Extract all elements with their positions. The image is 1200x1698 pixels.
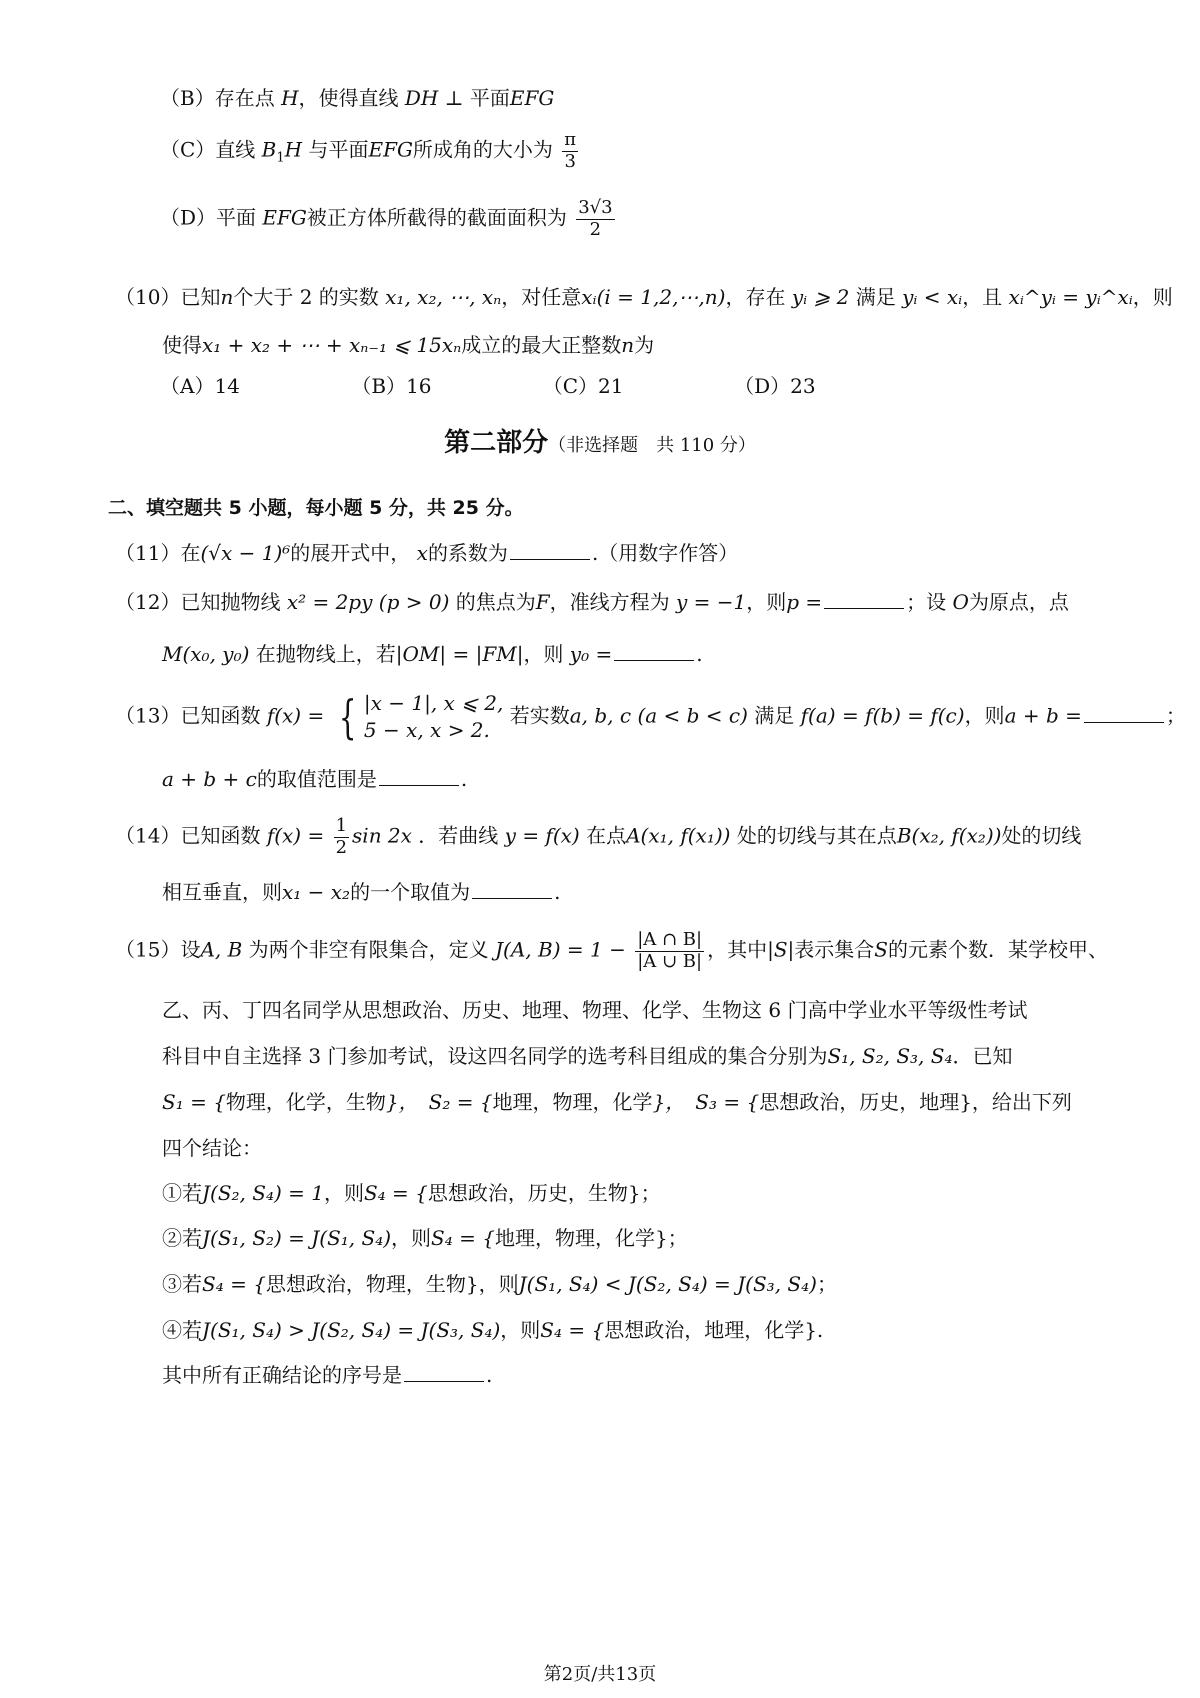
q15-conclusion-2: ②若J(S₁, S₂) = J(S₁, S₄)，则S₄ = {地理，物理，化学}；	[162, 1226, 688, 1250]
q10-line2: 使得x₁ + x₂ + ⋯ + xₙ₋₁ ⩽ 15xₙ成立的最大正整数n为	[162, 333, 655, 357]
q13-line1: （13）已知函数 f(x) = { |x − 1|, x ⩽ 2, 5 − x, x > 2. 若实数a, b, c (a < b < c) 满足 f(a) = f(b) = f(c)，则a + b = ；	[115, 690, 1186, 744]
section2-heading: 二、填空题共 5 小题，每小题 5 分，共 25 分。	[108, 497, 524, 519]
q10-choice-a[interactable]: （A）14	[160, 374, 240, 398]
q15-conclusion-3: ③若S₄ = {思想政治，物理，生物}，则J(S₁, S₄) < J(S₂, S₄) = J(S₃, S₄)；	[162, 1272, 837, 1296]
q14-line1: （14）已知函数 f(x) = $\frac{1}{2}$ sin 2x ．若曲线 y = f(x) 在点A(x₁, f(x₁)) 处的切线与其在点B(x₂, f(x₂))处的切线	[115, 815, 1082, 858]
q10-choices	[160, 374, 919, 398]
q13-answer-blank-range[interactable]	[379, 767, 459, 786]
q12-line2: M(x₀, y₀) 在抛物线上，若|OM| = |FM|，则 y₀ = .	[162, 642, 703, 666]
q12-answer-blank-p[interactable]	[824, 590, 904, 609]
q14-answer-blank[interactable]	[472, 880, 552, 899]
q12-answer-blank-y0[interactable]	[614, 642, 694, 661]
part2-title: 第二部分（非选择题 共 110 分）	[444, 428, 756, 458]
fraction-pi-over-3: $\frac{\pi}{3}$	[564, 129, 577, 172]
q10-choice-d[interactable]: （D）23	[734, 374, 816, 398]
q10-choice-c[interactable]: （C）21	[542, 374, 624, 398]
q9-option-b: （B）存在点 H，使得直线 DH ⊥ 平面EFG	[160, 86, 555, 110]
q15-answer-blank[interactable]	[404, 1363, 484, 1382]
q13-line2: a + b + c的取值范围是 .	[162, 767, 468, 791]
q11: （11）在(√x − 1)⁶的展开式中， x的系数为 .（用数字作答）	[115, 541, 739, 565]
q10-choice-b[interactable]: （B）16	[351, 374, 432, 398]
q10-line1: （10）已知n个大于 2 的实数 x₁, x₂, ⋯, xₙ，对任意xᵢ(i = 1,2,⋯,n)，存在 yᵢ ⩾ 2 满足 yᵢ < xᵢ，且 xᵢ^yᵢ = yᵢ^xᵢ，则	[115, 285, 1173, 309]
q14-line2: 相互垂直，则x₁ − x₂的一个取值为 .	[162, 880, 561, 904]
q13-answer-blank-ab[interactable]	[1084, 704, 1164, 723]
q9-option-d: （D）平面 EFG被正方体所截得的截面面积为 $\frac{3√3}{2}$	[160, 197, 613, 240]
q15-line3: 科目中自主选择 3 门参加考试，设这四名同学的选考科目组成的集合分别为S₁, S₂, S₃, S₄．已知	[162, 1044, 1013, 1068]
q15-conclusion-4: ④若J(S₁, S₄) > J(S₂, S₄) = J(S₃, S₄)，则S₄ = {思想政治，地理，化学}.	[162, 1318, 824, 1342]
piecewise-cases: |x − 1|, x ⩽ 2, 5 − x, x > 2.	[363, 691, 504, 742]
q9-option-c: （C）直线 $B_1H$ 与平面EFG所成角的大小为 $\frac{\pi}{3}$	[160, 129, 577, 172]
q15-line5: 四个结论：	[162, 1136, 262, 1160]
q12-line1: （12）已知抛物线 x² = 2py (p > 0) 的焦点为F，准线方程为 y = −1，则p = ；设 O为原点，点	[115, 590, 1069, 614]
q15-line1: （15）设A, B 为两个非空有限集合，定义 J(A, B) = 1 − $\frac{|A \cap B|}{|A \cup B|}$ ，其中|S|表示集合S的元素个数．某学校甲、	[115, 929, 1108, 972]
q15-conclusion-1: ①若J(S₂, S₄) = 1，则S₄ = {思想政治，历史，生物}；	[162, 1181, 661, 1205]
q15-line2: 乙、丙、丁四名同学从思想政治、历史、地理、物理、化学、生物这 6 门高中学业水平等级性考试	[162, 998, 1028, 1022]
fraction-3root3-over-2: $\frac{3√3}{2}$	[578, 197, 613, 240]
fraction-jaccard: $\frac{|A \cap B|}{|A \cup B|}$	[637, 929, 703, 972]
q15-final-line: 其中所有正确结论的序号是 .	[162, 1363, 493, 1387]
fraction-one-half: $\frac{1}{2}$	[335, 815, 348, 858]
page-footer: 第2页/共13页	[543, 1664, 657, 1686]
q11-answer-blank[interactable]	[510, 541, 590, 560]
q15-line4: S₁ = {物理，化学，生物}， S₂ = {地理，物理，化学}， S₃ = {思想政治，历史，地理}，给出下列	[162, 1090, 1072, 1114]
piecewise-brace: {	[338, 690, 357, 744]
